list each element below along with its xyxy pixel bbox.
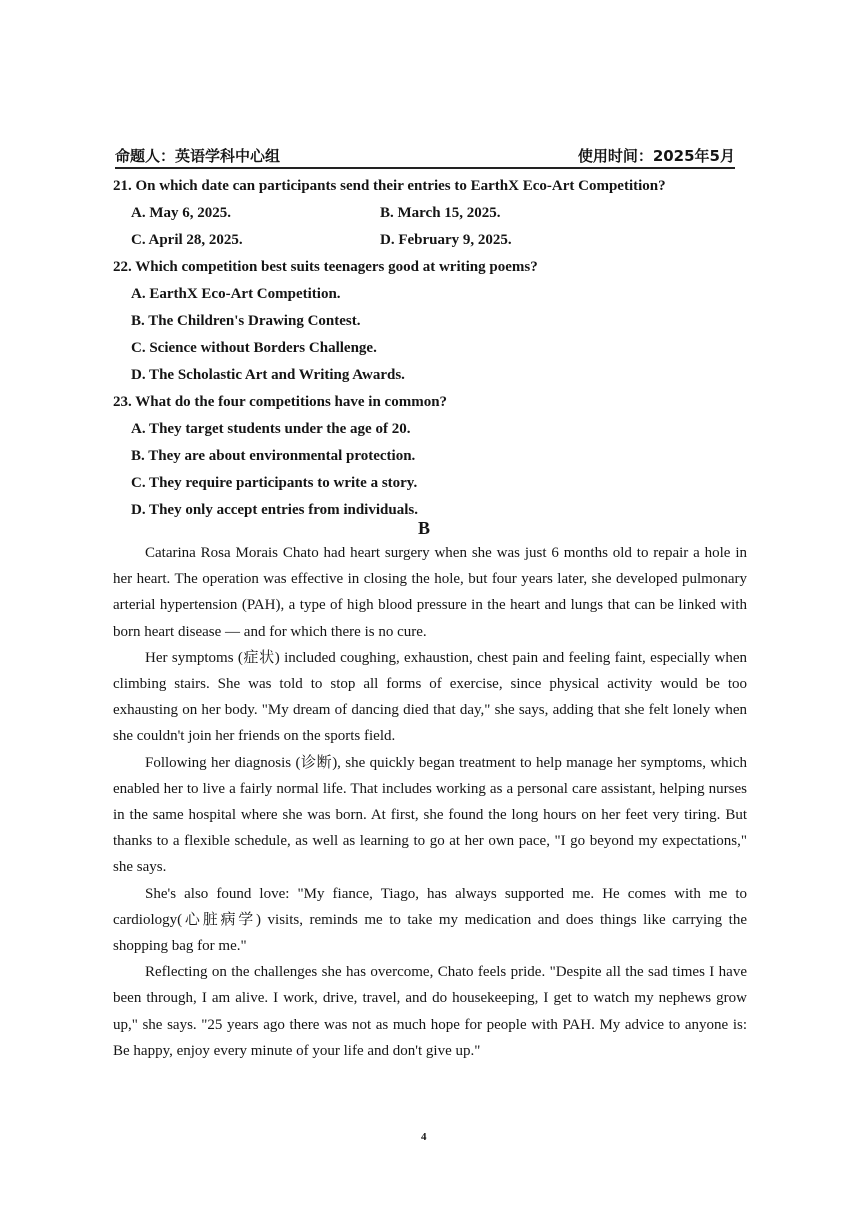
option-row [113,200,753,227]
question-stem: 21. On which date can participants send their entries to EarthX Eco-Art Competition? [113,178,666,194]
option-c: C. April 28, 2025. [131,232,243,248]
author-label: 命题人：英语学科中心组 [115,147,281,165]
option-a: A. EarthX Eco-Art Competition. [131,286,341,302]
option-d: D. They only accept entries from individuals. [131,502,418,518]
question-stem: 22. Which competition best suits teenagers good at writing poems? [113,259,538,275]
passage-paragraph: Catarina Rosa Morais Chato had heart surgery when she was just 6 months old to repair a hole in her heart. The operation was effective in closing the hole, but four years later, she developed pulmonary arterial hypertension (PAH), a type of high blood pressure in the heart and lungs that can be linked with born heart disease — and for which there is no cure. [113,545,747,640]
question-21 [113,173,753,254]
option-row [113,227,753,254]
option-c: C. Science without Borders Challenge. [131,340,377,356]
passage-paragraph: She's also found love: "My fiance, Tiago, has always supported me. He comes with me to cardiology(心脏病学) visits, reminds me to take my medication and does things like carrying the shopping bag for me." [113,885,747,955]
passage-paragraph: Reflecting on the challenges she has overcome, Chato feels pride. "Despite all the sad times I have been through, I am alive. I work, drive, travel, and do housekeeping, I get to watch my nephews grow up," she says. "25 years ago there was not as much hope for people with PAH. My advice to anyone is: Be happy, enjoy every minute of your life and don't give up." [113,964,747,1059]
question-23 [113,389,753,524]
question-stem: 23. What do the four competitions have in common? [113,394,448,410]
section-letter: B [418,518,431,538]
option-a: A. They target students under the age of 20. [131,421,411,437]
page-number: 4 [421,1131,427,1143]
question-list [113,173,753,524]
passage-paragraph: Following her diagnosis (诊断), she quickly began treatment to help manage her symptoms, which enabled her to live a fairly normal life. That includes working as a personal care assistant, helping nurses in the same hospital where she was born. At first, she found the long hours on her feet very tiring. But thanks to a flexible schedule, as well as learning to go at her own pace, "I go beyond my expectations," she says. [113,754,747,876]
option-b: B. March 15, 2025. [380,205,501,221]
option-b: B. The Children's Drawing Contest. [131,313,361,329]
question-22 [113,254,753,389]
option-c: C. They require participants to write a story. [131,475,418,491]
option-d: D. The Scholastic Art and Writing Awards. [131,367,405,383]
option-d: D. February 9, 2025. [380,232,512,248]
option-a: A. May 6, 2025. [131,205,231,221]
date-label: 使用时间：2025年5月 [577,147,735,165]
option-b: B. They are about environmental protection. [131,448,416,464]
reading-passage [113,540,747,1064]
page-header [115,147,735,169]
passage-paragraph: Her symptoms (症状) included coughing, exhaustion, chest pain and feeling faint, especially when climbing stairs. She was told to stop all forms of exercise, since physical activity would be too exhausting on her body. "My dream of dancing died that day," she says, adding that she felt lonely when she couldn't join her friends on the sports field. [113,649,747,745]
